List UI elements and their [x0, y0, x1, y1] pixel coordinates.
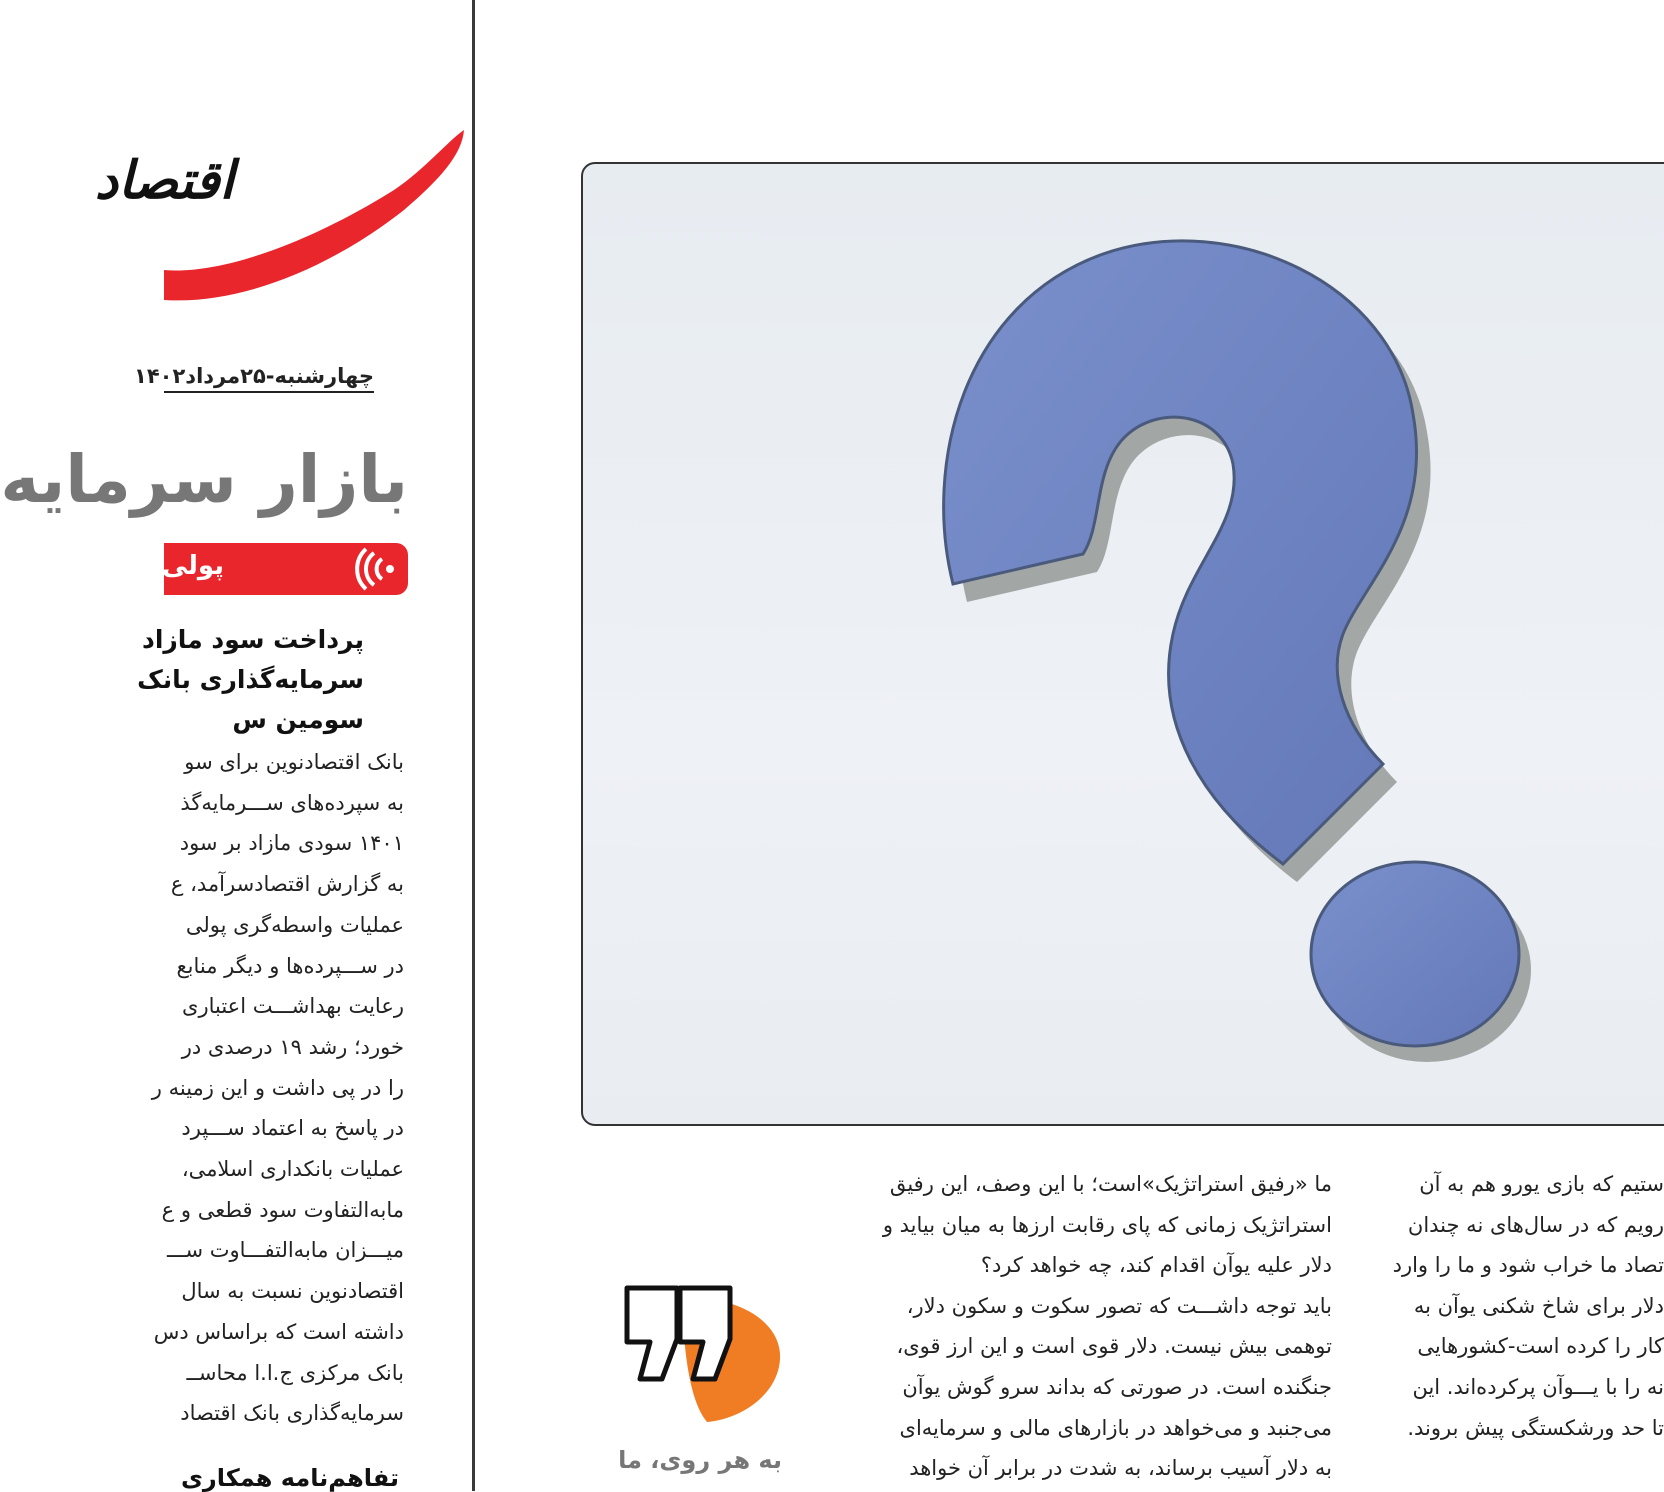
body-line: به سپرده‌های ســـرمایه‌گذ — [180, 790, 404, 815]
logo-text: اقتصاد — [94, 150, 234, 211]
column-divider — [472, 0, 475, 1491]
broadcast-icon — [354, 547, 400, 591]
article-headline — [137, 620, 364, 740]
body-line: را در پی داشت و این زمینه ر — [151, 1075, 404, 1100]
headline-line: سومین س — [232, 705, 364, 734]
headline-line: سرمایه‌گذاری بانک — [137, 665, 364, 694]
issue-date: چهارشنبه-۲۵مرداد۱۴۰۲ — [164, 364, 374, 393]
question-mark-icon — [583, 164, 1664, 1124]
next-article-headline: تفاهم‌نامه همکاری — [180, 1464, 399, 1492]
quote-mark-icon — [622, 1284, 782, 1424]
body-line: در ســـپرده‌ها و دیگر منابع — [176, 953, 404, 978]
column-line: تا حد ورشکستگی پیش بروند. — [1407, 1415, 1664, 1440]
column-line: رویم که در سال‌های نه چندان — [1407, 1212, 1664, 1237]
column-line: جنگنده است. در صورتی که بداند سرو گوش یوآن — [902, 1374, 1332, 1399]
body-line: ۱۴۰۱ سودی مازاد بر سود — [179, 831, 404, 856]
column-line: تصاد ما خراب شود و ما را وارد — [1392, 1253, 1664, 1278]
column-line: دلار برای شاخ شکنی یوآن به — [1413, 1293, 1664, 1318]
section-band-label: پولی — [161, 551, 224, 581]
body-line: مابه‌التفاوت سود قطعی و ع — [161, 1197, 404, 1222]
column-line: استراتژیک زمانی که پای رقابت ارزها به میان بیاید و — [882, 1212, 1332, 1237]
column-line: به دلار آسیب برساند، به شدت در برابر آن خواهد — [909, 1456, 1332, 1481]
column-line: ستیم که بازی یورو هم به آن — [1419, 1172, 1664, 1196]
body-line: سرمایه‌گذاری بانک اقتصاد — [180, 1401, 404, 1426]
body-line: اقتصادنوین نسبت به سال — [181, 1279, 404, 1304]
column-line: باید توجه داشـــت که تصور سکوت و سکون دلار، — [906, 1293, 1332, 1318]
body-line: عملیات واسطه‌گری پولی — [185, 912, 404, 937]
body-line: به گزارش اقتصادسرآمد، ع — [170, 872, 404, 897]
column-line: دلار علیه یوآن اقدام کند، چه خواهد کرد؟ — [980, 1253, 1332, 1278]
column-line: می‌جنبد و می‌خواهد در بازارهای مالی و سرمایه‌ای — [899, 1415, 1332, 1440]
column-line: نه را با یـــوآن پرکرده‌اند. این — [1412, 1374, 1664, 1399]
body-line: بانک اقتصادنوین برای سو — [184, 750, 404, 774]
section-band — [161, 543, 408, 595]
article-photo — [581, 162, 1664, 1126]
body-line: در پاسخ به اعتماد ســـپرد — [181, 1116, 404, 1141]
body-line: داشته است که براساس دس — [153, 1319, 404, 1344]
text-column-middle — [836, 1164, 1332, 1489]
body-line: عملیات بانکداری اسلامی، — [181, 1157, 404, 1182]
section-title: بازار سرمایه — [0, 441, 408, 518]
pull-quote: به هر روی، ما — [618, 1446, 782, 1474]
column-line: کار را کرده است-کشورهایی — [1417, 1334, 1664, 1359]
column-line: ما «رفیق استراتژیک»است؛ با این وصف، این رفیق — [889, 1172, 1332, 1196]
body-line: رعایت بهداشـــت اعتباری — [182, 994, 404, 1019]
headline-line: پرداخت سود مازاد — [142, 625, 364, 654]
column-line: توهمی بیش نیست. دلار قوی است و این ارز قوی، — [896, 1334, 1332, 1359]
body-line: بانک مرکزی ج.ا.ا محاســ — [186, 1360, 404, 1385]
text-column-right — [1376, 1164, 1664, 1448]
article-body — [151, 742, 404, 1434]
body-line: خورد؛ رشد ۱۹ درصدی در — [181, 1034, 404, 1059]
body-line: میـــزان مابه‌التفـــاوت ســـ — [167, 1238, 404, 1263]
